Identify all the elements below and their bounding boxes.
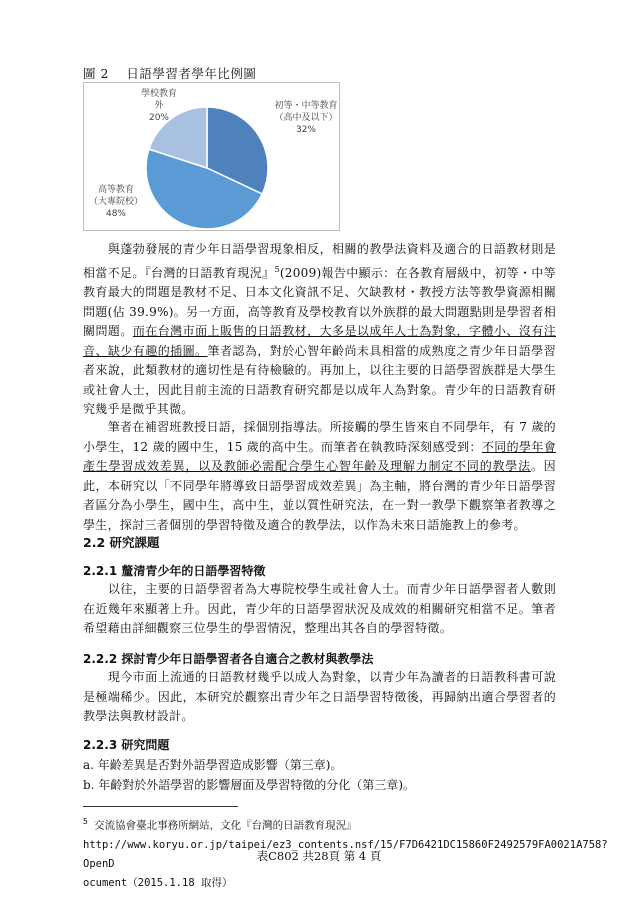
pie-label-1-0: 高等教育: [97, 185, 135, 195]
p2-underlined: 不同的學年會產生學習成效差異，以及教師必需配合學生心智年齡及理解力制定不同的教學法: [83, 439, 556, 473]
pie-label-1-1: （大專院校）: [88, 197, 144, 207]
pie-chart-svg: [84, 83, 339, 230]
pie-label-1-2: 48%: [105, 209, 127, 219]
p2-text-a: 筆者在補習班教授日語，採個別指導法。所接觸的學生皆來自不同學年，有 7 歲的小學生，12 歲的國中生，15 歲的高中生。而筆者在執教時深刻感受到：: [83, 420, 556, 454]
p1-text-c: 筆者認為，對於心智年齡尚未具相當的成熟度之青少年日語學習者來說，此類教材的適切性是有待檢驗的。再加上，以往主要的日語學習族群是大學生或社會人士，因此目前主流的日語教育研究都是以成年人為對象。青少年的日語教育研究幾乎是微乎其微。: [83, 343, 556, 416]
section-heading-2-2: 2.2 研究課題: [83, 535, 160, 550]
footnote-line-1: 交流協會臺北事務所網站，文化『台灣的日語教育現況』: [87, 819, 357, 832]
p2-text-b: 。因此，本研究以「不同學年將導致日語學習成效差異」為主軸，將台灣的青少年日語學習者區分為小學生，國中生，高中生，並以質性研究法，在一對一教學下觀察筆者教導之學生，探討三者個別的學習特徵及適合的教學法，以作為未來日語施教上的參考。: [83, 459, 556, 532]
pie-label-0-1: （高中及以下）: [274, 113, 338, 123]
p1-text-a: 與蓬勃發展的青少年日語學習現象相反，相關的教學法資料及適合的日語教材則是相當不足。『台灣的日語教育現況』: [83, 242, 556, 280]
research-question-a: a. 年齡差異是否對外語學習造成影響（第三章)。: [83, 758, 343, 772]
footnote-ref: 5: [274, 264, 280, 274]
paragraph-3: [83, 580, 556, 639]
footnote-divider: [83, 806, 238, 807]
paragraph-4: [83, 668, 556, 727]
pie-label-2-2: 20%: [148, 113, 170, 123]
footnote-url-2: ocument（2015.1.18 取得）: [83, 876, 233, 889]
page-footer: 表C802 共28頁 第 4 頁: [256, 849, 382, 863]
p1-underlined: 而在台灣市面上販售的日語教材，大多是以成年人士為對象，字體小、沒有注音、缺少有趣的插圖。: [83, 324, 557, 358]
footnote-url-1[interactable]: http://www.koryu.or.jp/taipei/ez3_contents.nsf/15/F7D6421DC15860F2492579FA0021A758?OpenD: [83, 838, 608, 870]
pie-label-0-0: 初等・中等教育: [274, 101, 338, 111]
footnote-number: 5: [83, 817, 88, 826]
paragraph-1: [83, 240, 556, 420]
pie-label-2-1: 外: [154, 101, 164, 111]
paragraph-4-text: 現今市面上流通的日語教材幾乎以成人為對象，以青少年為讀者的日語教科書可說是極端稀少。因此，本研究於觀察出青少年之日語學習特徵後，再歸納出適合學習者的教學法與教材設計。: [83, 670, 556, 723]
section-heading-2-2-1: 2.2.1 釐清青少年的日語學習特徵: [83, 564, 266, 578]
figure-caption: 圖 2 日語學習者學年比例圖: [83, 66, 257, 81]
pie-label-2-0: 學校教育: [140, 89, 178, 99]
pie-chart: [83, 82, 340, 231]
section-heading-2-2-3: 2.2.3 研究問題: [83, 738, 170, 752]
paragraph-2: [83, 418, 556, 535]
p1-text-b: (2009)報告中顯示：在各教育層級中，初等・中等教育最大的問題是教材不足、日本文化資訊不足、欠缺教材・教授方法等教學資源相關問題(佔 39.9%)。另一方面，高等教育及學校教育以外族群的最大問題點則是學習者相關問題。: [83, 265, 556, 338]
section-heading-2-2-2: 2.2.2 探討青少年日語學習者各自適合之教材與教學法: [83, 652, 374, 666]
paragraph-3-text: 以往，主要的日語學習者為大專院校學生或社會人士。而青少年日語學習者人數則在近幾年來顯著上升。因此，青少年的日語學習狀況及成效的相關研究相當不足。筆者希望藉由詳細觀察三位學生的學習情況，整理出其各自的學習特徵。: [83, 582, 556, 635]
pie-label-0-2: 32%: [295, 125, 317, 135]
research-question-b: b. 年齡對於外語學習的影響層面及學習特徵的分化（第三章)。: [83, 778, 415, 792]
